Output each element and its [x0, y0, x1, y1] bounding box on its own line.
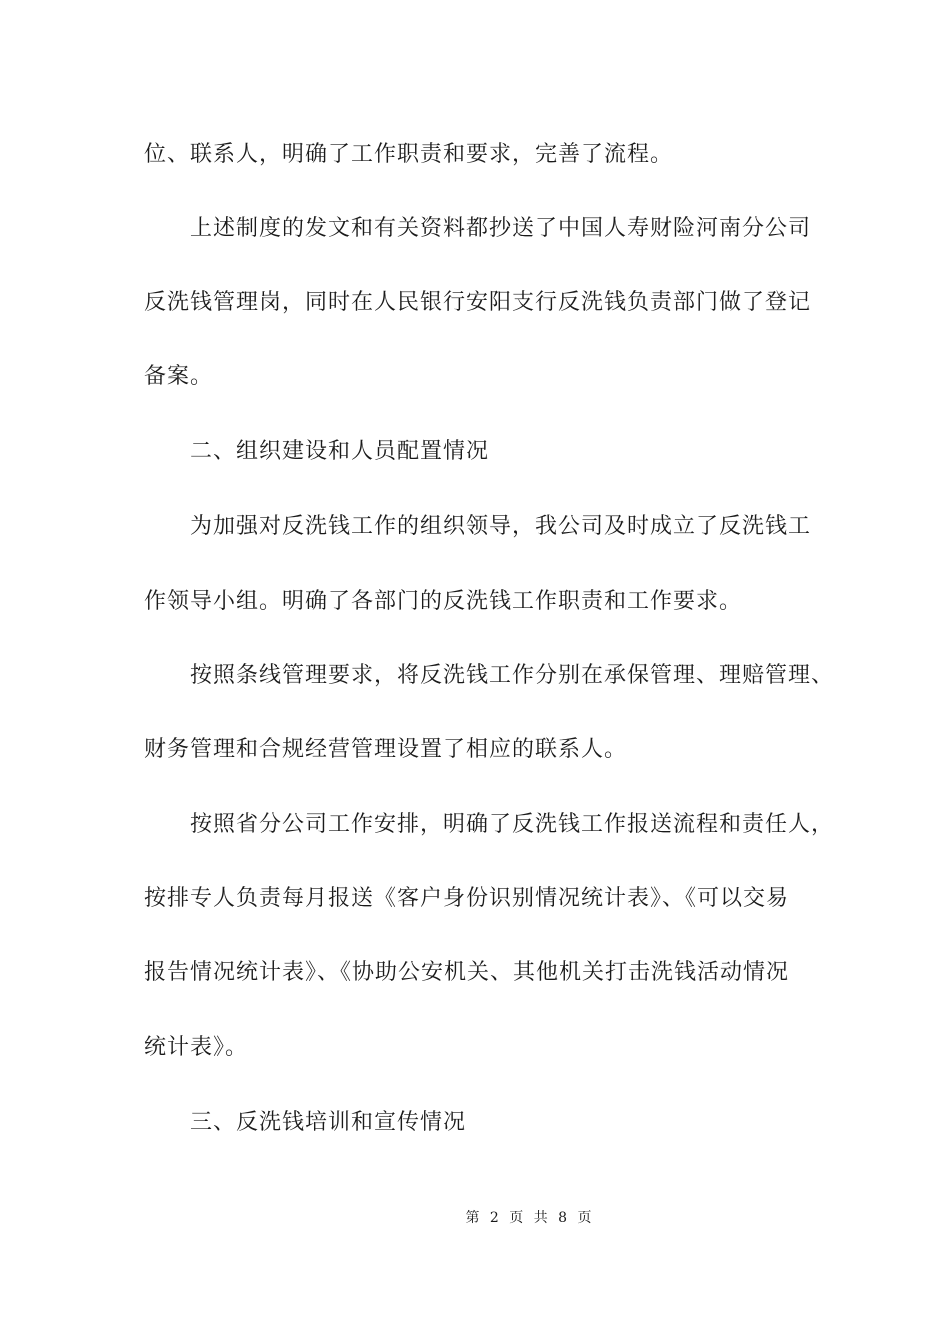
text-line: 反洗钱管理岗，同时在人民银行安阳支行反洗钱负责部门做了登记: [144, 290, 812, 315]
text-line: 位、联系人，明确了工作职责和要求，完善了流程。: [144, 142, 674, 167]
text-line: 备案。: [144, 364, 214, 389]
text-line: 报告情况统计表》、《协助公安机关、其他机关打击洗钱活动情况: [144, 960, 790, 985]
text-line: 统计表》。: [144, 1035, 249, 1060]
text-line: 按照条线管理要求，将反洗钱工作分别在承保管理、理赔管理、: [190, 663, 835, 688]
text-line: 按照省分公司工作安排，明确了反洗钱工作报送流程和责任人，: [190, 812, 835, 837]
text-line: 上述制度的发文和有关资料都抄送了中国人寿财险河南分公司: [190, 216, 812, 241]
text-line: 财务管理和合规经营管理设置了相应的联系人。: [144, 737, 628, 762]
section-heading: 二、组织建设和人员配置情况: [190, 439, 490, 464]
text-line: 作领导小组。明确了各部门的反洗钱工作职责和工作要求。: [144, 589, 743, 614]
text-line: 按排专人负责每月报送《客户身份识别情况统计表》、《可以交易: [144, 886, 790, 911]
section-heading: 三、反洗钱培训和宣传情况: [190, 1110, 467, 1135]
page-footer: 第 2 页 共 8 页: [465, 1210, 595, 1226]
text-line: 为加强对反洗钱工作的组织领导，我公司及时成立了反洗钱工: [190, 514, 812, 539]
